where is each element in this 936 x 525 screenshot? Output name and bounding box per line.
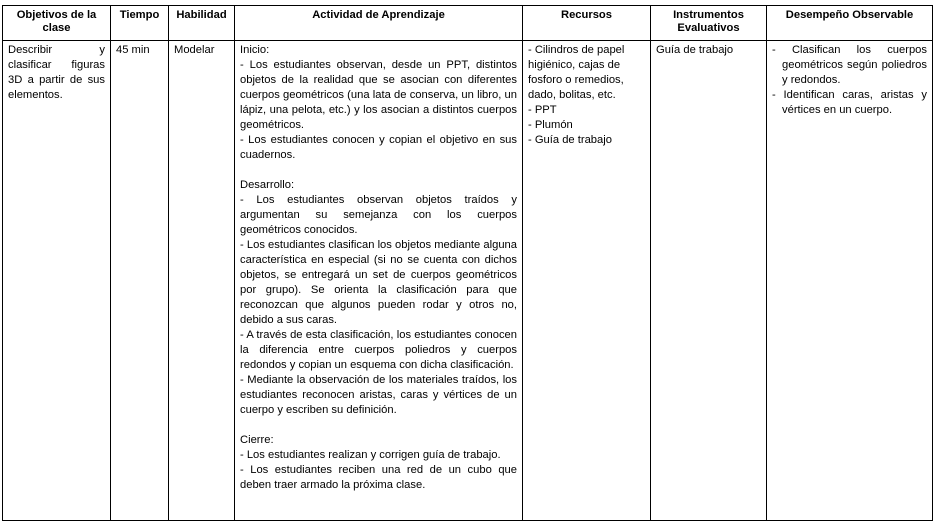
cell-tiempo: 45 min	[111, 41, 169, 521]
cell-instrumentos: Guía de trabajo	[651, 41, 767, 521]
header-tiempo: Tiempo	[111, 6, 169, 41]
table-row	[3, 41, 933, 521]
header-objetivos: Objetivos de la clase	[3, 6, 111, 41]
actividad-cierre-item: - Los estudiantes realizan y corrigen guía de trabajo.	[240, 449, 501, 461]
header-row	[3, 6, 933, 41]
actividad-desarrollo-item: - Mediante la observación de los materiales traídos, los estudiantes reconocen aristas, caras y vértices de un cuerpo y escriben su definición.	[240, 374, 517, 416]
cell-recursos	[523, 41, 651, 521]
cell-objetivo: Describir y clasificar figuras 3D a partir de sus elementos.	[3, 41, 111, 521]
actividad-inicio-item: - Los estudiantes observan, desde un PPT, distintos objetos de la realidad que se asocian con diferentes cuerpos geométricos (una lata de conserva, un libro, un lápiz, una pelota, etc.) y los asocian a distintos cuerpos geométricos.	[240, 59, 517, 131]
recurso-item: - PPT	[528, 104, 557, 116]
cell-habilidad: Modelar	[169, 41, 235, 521]
desempeno-item: - Identifican caras, aristas y vértices en un cuerpo.	[772, 89, 927, 116]
actividad-desarrollo-item: - A través de esta clasificación, los estudiantes conocen la diferencia entre cuerpos poliedros y cuerpos redondos y copian un esquema con dicha clasificación.	[240, 329, 517, 371]
header-habilidad: Habilidad	[169, 6, 235, 41]
recurso-item: - Plumón	[528, 119, 573, 131]
actividad-inicio-title: Inicio:	[240, 44, 270, 56]
header-desempeno: Desempeño Observable	[767, 6, 933, 41]
lesson-plan-table	[2, 5, 933, 521]
desempeno-item: - Clasifican los cuerpos geométricos según poliedros y redondos.	[772, 44, 927, 86]
header-actividad: Actividad de Aprendizaje	[235, 6, 523, 41]
header-instrumentos: Instrumentos Evaluativos	[651, 6, 767, 41]
cell-actividad	[235, 41, 523, 521]
recurso-item: - Guía de trabajo	[528, 134, 612, 146]
spacer	[240, 163, 517, 178]
actividad-cierre-item: - Los estudiantes reciben una red de un cubo que deben traer armado la próxima clase.	[240, 464, 517, 491]
actividad-desarrollo-title: Desarrollo:	[240, 179, 295, 191]
spacer	[240, 418, 517, 433]
header-recursos: Recursos	[523, 6, 651, 41]
actividad-inicio-item: - Los estudiantes conocen y copian el objetivo en sus cuadernos.	[240, 134, 517, 161]
cell-desempeno	[767, 41, 933, 521]
actividad-desarrollo-item: - Los estudiantes observan objetos traídos y argumentan su semejanza con los cuerpos geométricos conocidos.	[240, 194, 517, 236]
recurso-item: - Cilindros de papel higiénico, cajas de fosforo o remedios, dado, bolitas, etc.	[528, 44, 625, 101]
actividad-cierre-title: Cierre:	[240, 434, 274, 446]
actividad-desarrollo-item: - Los estudiantes clasifican los objetos mediante alguna característica en especial (si no se cuenta con dichos objetos, se entregará un set de cuerpos geométricos por grupo). Se orienta la clasificación para que reconozcan que algunos pueden rodar y otros no, debido a sus caras.	[240, 239, 517, 326]
